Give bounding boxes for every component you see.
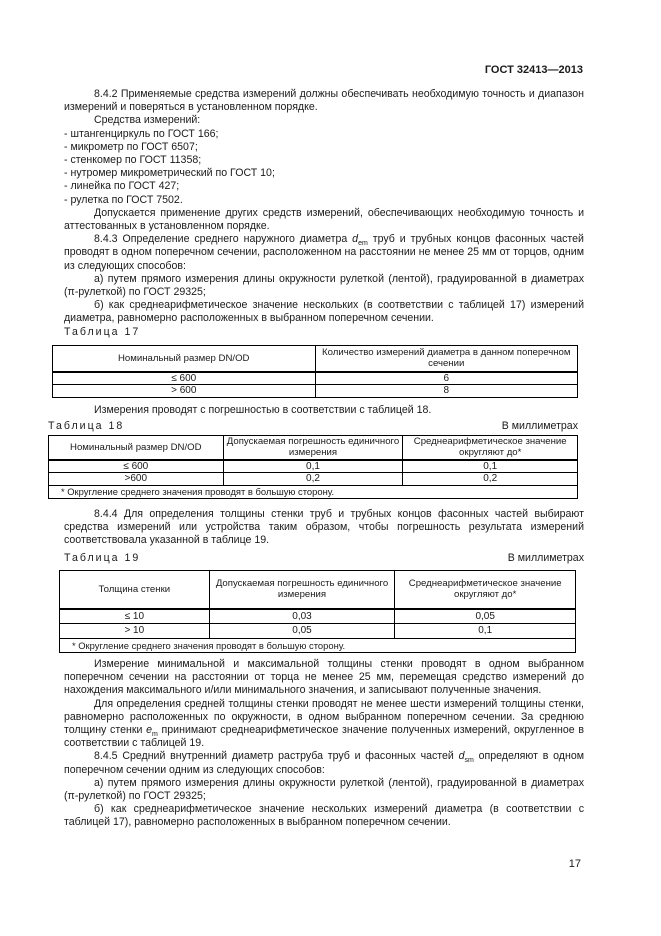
table-19-caption: Таблица 19 В миллиметрах <box>64 552 584 564</box>
paragraph: б) как среднеарифметическое значение нескольких (в соответствии с таблицей 17) измерений диаметра, равномерно расположенных в выбранном поперечном сечении. <box>64 299 584 325</box>
table-note: * Округление среднего значения проводят в большую сторону. <box>60 639 576 653</box>
paragraph: 8.4.2 Применяемые средства измерений должны обеспечивать необходимую точность и диапазон измерений и поверяться в установленном порядке. <box>64 88 584 114</box>
page-number: 17 <box>568 858 581 870</box>
table-row: > 600 8 <box>53 385 578 398</box>
paragraph: а) путем прямого измерения длины окружности рулеткой (лентой), градуированной в диаметрах (π-рулеткой) по ГОСТ 29325; <box>64 776 584 803</box>
table-header: Толщина стенки <box>60 571 210 609</box>
list-item: - микрометр по ГОСТ 6507; <box>64 140 198 153</box>
section-8-4-4: 8.4.4 Для определения толщины стенки труб и трубных концов фасонных частей выбирают средства измерений или устройства таким образом, чтобы погрешность результата измерений соответствовала указанной в таблице 19. <box>64 508 584 547</box>
after-table-17: Измерения проводят с погрешностью в соответствии с таблицей 18. <box>94 404 432 416</box>
list-item: - нутромер микрометрический по ГОСТ 10; <box>64 167 275 180</box>
table-row: ≤ 600 6 <box>53 372 578 385</box>
section-wall-thickness: Измерение минимальной и максимальной толщины стенки проводят в одном выбранном поперечном сечении на расстоянии от торца не менее 25 мм, перемещая средство измерений до нахождения максимального и/или минимального значения, и записывают полученные значения. Для определения средней толщины стенки проводят не менее шести измерений толщины стенки, равномерно расположенных по окружности, в одном выбранном поперечном сечении. За среднюю толщину стенки $e_m$ принимают среднеарифметическое значение полученных измерений, округленное в соответствии с таблицей 19. 8.4.5 Средний внутренний диаметр раструба труб и фасонных частей $d_{sm}$ определяют в одном поперечном сечении одним из следующих способов: а) путем прямого измерения длины окружности рулеткой (лентой), градуированной в диаметрах (π-рулеткой) по ГОСТ 29325; б) как среднеарифметическое значение нескольких измерений диаметра (в соответствии с таблицей 17), равномерно расположенных в выбранном поперечном сечении. <box>64 658 584 829</box>
table-17 <box>52 345 578 398</box>
paragraph-8-4-3: 8.4.3 Определение среднего наружного диаметра $d_{em}$ труб и трубных концов фасонных частей проводят в одном поперечном сечении, расположенном на расстоянии не менее 25 мм от торцов, одним из следующих способов: <box>64 233 584 272</box>
table-note: * Округление среднего значения проводят в большую сторону. <box>49 486 578 499</box>
table-row: >600 0,2 0,2 <box>49 473 578 486</box>
table-row: > 10 0,05 0,1 <box>60 624 576 639</box>
table-header: Количество измерений диаметра в данном поперечном сечении <box>315 346 578 372</box>
list-item: - штангенциркуль по ГОСТ 166; <box>64 127 219 140</box>
table-header: Допускаемая погрешность единичного измерения <box>223 436 403 460</box>
table-18 <box>48 435 578 499</box>
table-header: Допускаемая погрешность единичного измерения <box>209 571 395 609</box>
table-18-caption: Таблица 18 В миллиметрах <box>48 420 578 432</box>
paragraph-8-4-5: 8.4.5 Средний внутренний диаметр раструба труб и фасонных частей $d_{sm}$ определяют в одном поперечном сечении одним из следующих способов: <box>64 750 584 776</box>
document-header: ГОСТ 32413—2013 <box>484 64 583 76</box>
table-header: Среднеарифметическое значение округляют до* <box>395 571 576 609</box>
table-row: ≤ 10 0,03 0,05 <box>60 609 576 624</box>
list-item: - линейка по ГОСТ 427; <box>64 180 180 193</box>
table-header: Номинальный размер DN/OD <box>53 346 316 372</box>
table-row: ≤ 600 0,1 0,1 <box>49 460 578 473</box>
list-item: - рулетка по ГОСТ 7502. <box>64 193 183 206</box>
paragraph: б) как среднеарифметическое значение нескольких измерений диаметра (в соответствии с таблицей 17), равномерно расположенных в выбранном поперечном сечении. <box>64 803 584 829</box>
table-17-caption: Таблица 17 <box>64 326 141 338</box>
table-19 <box>59 570 576 653</box>
table-header: Номинальный размер DN/OD <box>49 436 224 460</box>
paragraph-average-wall: Для определения средней толщины стенки проводят не менее шести измерений толщины стенки, равномерно расположенных по окружности, в одном выбранном поперечном сечении. За среднюю толщину стенки $e_m$ принимают среднеарифметическое значение полученных измерений, округленное в соответствии с таблицей 19. <box>64 697 584 750</box>
paragraph: Допускается применение других средств измерений, обеспечивающих необходимую точность и аттестованных в установленном порядке. <box>64 206 584 233</box>
paragraph: Средства измерений: <box>94 114 201 127</box>
paragraph: а) путем прямого измерения длины окружности рулеткой (лентой), градуированной в диаметрах (π-рулеткой) по ГОСТ 29325; <box>64 272 584 299</box>
section-8-4-2 <box>64 88 584 326</box>
list-item: - стенкомер по ГОСТ 11358; <box>64 154 202 167</box>
table-header: Среднеарифметическое значение округляют до* <box>403 436 578 460</box>
